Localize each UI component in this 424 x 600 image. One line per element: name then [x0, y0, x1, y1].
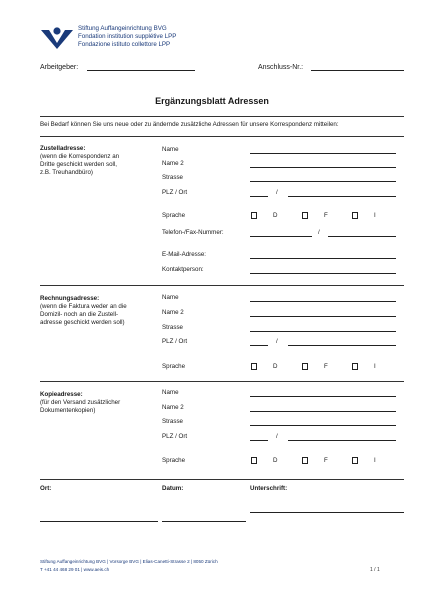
lang-it-checkbox[interactable] — [352, 363, 358, 370]
street-field[interactable] — [250, 425, 396, 426]
name-label: Name — [162, 146, 179, 153]
name2-label: Name 2 — [162, 404, 184, 411]
plz-label: PLZ / Ort — [162, 338, 188, 345]
footer-address: Stiftung Auffangeinrichtung BVG | Vorsorge BVG | Elias-Canetti-Strasse 2 | 8050 Zürich — [40, 559, 218, 564]
slash: / — [318, 229, 320, 236]
lang-fr-checkbox[interactable] — [302, 457, 308, 464]
language-label: Sprache — [162, 363, 186, 370]
contact-label: Kontaktperson: — [162, 266, 204, 273]
page-title: Ergänzungsblatt Adressen — [155, 96, 269, 106]
billing-note: adresse geschickt werden soll) — [40, 319, 125, 326]
lang-de-label: D — [273, 363, 278, 370]
lang-fr-label: F — [324, 457, 328, 464]
lang-it-label: I — [374, 212, 376, 219]
email-label: E-Mail-Adresse: — [162, 251, 207, 258]
intro-text: Bei Bedarf können Sie uns neue oder zu ändernde zusätzliche Adressen für unsere Korrespondenz mitteilen: — [40, 121, 339, 128]
language-label: Sprache — [162, 212, 186, 219]
street-label: Strasse — [162, 418, 183, 425]
divider — [40, 381, 404, 382]
org-name-it: Fondazione istituto collettore LPP — [78, 41, 171, 48]
street-label: Strasse — [162, 174, 183, 181]
footer-contact: T +41 44 468 29 01 | www.aeis.ch — [40, 567, 110, 572]
delivery-note: z.B. Treuhandbüro) — [40, 169, 93, 176]
city-field[interactable] — [288, 196, 396, 197]
name2-field[interactable] — [250, 167, 396, 168]
place-field[interactable] — [40, 521, 158, 522]
divider — [40, 479, 404, 480]
delivery-title: Zustelladresse: — [40, 145, 86, 152]
name-label: Name — [162, 294, 179, 301]
lang-it-label: I — [374, 363, 376, 370]
signature-label: Unterschrift: — [250, 485, 288, 492]
slash: / — [276, 433, 278, 440]
street-label: Strasse — [162, 324, 183, 331]
lang-fr-checkbox[interactable] — [302, 363, 308, 370]
divider — [40, 116, 404, 117]
billing-title: Rechnungsadresse: — [40, 295, 100, 302]
lang-fr-label: F — [324, 212, 328, 219]
org-name-fr: Fondation institution supplétive LPP — [78, 33, 177, 40]
phone-field[interactable] — [250, 236, 312, 237]
date-label: Datum: — [162, 485, 184, 492]
billing-note: Domizil- noch an die Zustell- — [40, 311, 119, 318]
fax-field[interactable] — [328, 236, 396, 237]
date-field[interactable] — [162, 521, 246, 522]
delivery-note: (wenn die Korrespondenz an — [40, 153, 120, 160]
lang-it-label: I — [374, 457, 376, 464]
affiliation-field[interactable] — [311, 70, 404, 71]
name-field[interactable] — [250, 301, 396, 302]
name2-field[interactable] — [250, 411, 396, 412]
copy-title: Kopieadresse: — [40, 391, 83, 398]
lang-de-label: D — [273, 212, 278, 219]
slash: / — [276, 338, 278, 345]
page-number: 1 / 1 — [370, 567, 380, 573]
street-field[interactable] — [250, 331, 396, 332]
plz-field[interactable] — [250, 196, 268, 197]
copy-note: (für den Versand zusätzlicher — [40, 399, 121, 406]
name2-field[interactable] — [250, 316, 396, 317]
lang-de-checkbox[interactable] — [251, 363, 257, 370]
name2-label: Name 2 — [162, 309, 184, 316]
plz-field[interactable] — [250, 440, 268, 441]
employer-field[interactable] — [87, 70, 195, 71]
city-field[interactable] — [288, 440, 396, 441]
lang-it-checkbox[interactable] — [352, 212, 358, 219]
name-label: Name — [162, 389, 179, 396]
plz-label: PLZ / Ort — [162, 189, 188, 196]
copy-note: Dokumentenkopien) — [40, 407, 96, 414]
affiliation-label: Anschluss-Nr.: — [258, 64, 304, 71]
org-name-de: Stiftung Auffangeinrichtung BVG — [78, 25, 167, 32]
slash: / — [276, 189, 278, 196]
email-field[interactable] — [250, 258, 396, 259]
plz-label: PLZ / Ort — [162, 433, 188, 440]
language-label: Sprache — [162, 457, 186, 464]
name-field[interactable] — [250, 153, 396, 154]
place-label: Ort: — [40, 485, 52, 492]
foundation-logo-icon — [40, 26, 74, 50]
divider — [40, 285, 404, 286]
lang-de-label: D — [273, 457, 278, 464]
contact-field[interactable] — [250, 273, 396, 274]
plz-field[interactable] — [250, 345, 268, 346]
street-field[interactable] — [250, 181, 396, 182]
employer-label: Arbeitgeber: — [40, 64, 79, 71]
lang-de-checkbox[interactable] — [251, 457, 257, 464]
city-field[interactable] — [288, 345, 396, 346]
lang-fr-checkbox[interactable] — [302, 212, 308, 219]
name-field[interactable] — [250, 396, 396, 397]
name2-label: Name 2 — [162, 160, 184, 167]
delivery-note: Dritte geschickt werden soll, — [40, 161, 118, 168]
phone-label: Telefon-/Fax-Nummer: — [162, 229, 224, 236]
lang-de-checkbox[interactable] — [251, 212, 257, 219]
signature-field[interactable] — [250, 512, 404, 513]
divider — [40, 136, 404, 137]
billing-note: (wenn die Faktura weder an die — [40, 303, 127, 310]
lang-fr-label: F — [324, 363, 328, 370]
lang-it-checkbox[interactable] — [352, 457, 358, 464]
